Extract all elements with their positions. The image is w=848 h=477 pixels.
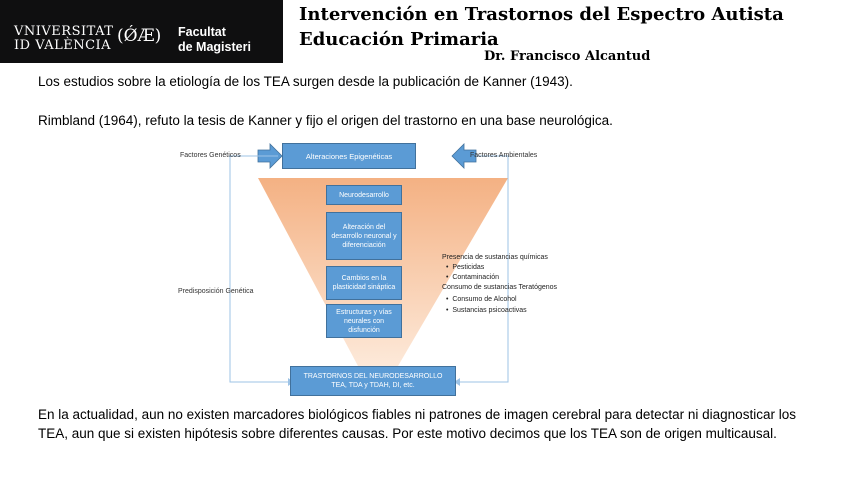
box-disorders-title: TRASTORNOS DEL NEURODESARROLLO <box>303 373 443 380</box>
etiology-diagram <box>170 138 580 398</box>
list-item: • Pesticidas <box>446 264 485 271</box>
list-item-label: Sustancias psicoactivas <box>452 307 527 314</box>
funnel-box-label: Neurodesarrollo <box>339 191 389 199</box>
funnel-box-synaptic-plasticity <box>326 266 402 300</box>
list-heading-teratogens: Consumo de sustancias Teratógenos <box>442 284 558 291</box>
university-name-line1: VNIVERSITAT <box>14 24 114 39</box>
paragraph-kanner: Los estudios sobre la etiología de los TEA surgen desde la publicación de Kanner (1943). <box>38 74 573 89</box>
faculty-name-line1: Facultat <box>178 25 226 39</box>
paragraph-rimbland: Rimbland (1964), refuto la tesis de Kanner y fijo el origen del trastorno en una base neurológica. <box>38 113 613 128</box>
box-epigenetic-alterations <box>282 143 416 169</box>
box-disorders-examples: TEA, TDA y TDAH, DI, etc. <box>331 382 415 389</box>
list-item: • Consumo de Alcohol <box>446 296 517 303</box>
university-name-line2: ID VALÈNCIA <box>14 38 112 53</box>
label-environmental-factors: Factores Ambientales <box>470 152 538 159</box>
box-neurodevelopmental-disorders <box>290 366 456 396</box>
university-logo <box>0 0 283 63</box>
funnel-box-neuronal-alteration <box>326 212 402 260</box>
list-heading-chemicals: Presencia de sustancias químicas <box>442 254 548 261</box>
funnel-box-neurodevelopment <box>326 185 402 205</box>
page-title: Intervención en Trastornos del Espectro Autista <box>299 4 784 25</box>
page-subtitle: Educación Primaria <box>299 29 499 50</box>
label-genetic-predisposition: Predisposición Genética <box>178 288 254 295</box>
funnel-box-neural-pathways <box>326 304 402 338</box>
funnel-box-label: Cambios en la plasticidad sináptica <box>332 275 396 291</box>
list-item-label: Consumo de Alcohol <box>452 296 517 303</box>
funnel-box-label: Estructuras y vías neurales con disfunción <box>336 308 392 334</box>
list-item-label: Contaminación <box>452 274 500 281</box>
author-name: Dr. Francisco Alcantud <box>484 49 651 64</box>
faculty-name-line2: de Magisteri <box>178 40 251 54</box>
label-genetic-factors: Factores Genéticos <box>180 152 241 159</box>
emblem-icon: (ǾÆ) <box>117 26 162 46</box>
funnel-box-label: Alteración del desarrollo neuronal y diferenciación <box>331 223 397 249</box>
list-item: • Sustancias psicoactivas <box>446 307 527 314</box>
list-item: • Contaminación <box>446 274 500 281</box>
paragraph-current-state: En la actualidad, aun no existen marcadores biológicos fiables ni patrones de imagen cerebral para detectar ni diagnosticar los TEA, aun que si existen hipótesis sobre diferentes causas. Por este motivo decimos que los TEA son de origen multicausal. <box>38 407 796 441</box>
list-item-label: Pesticidas <box>452 264 485 271</box>
box-epigenetic-label: Alteraciones Epigenéticas <box>305 151 393 161</box>
